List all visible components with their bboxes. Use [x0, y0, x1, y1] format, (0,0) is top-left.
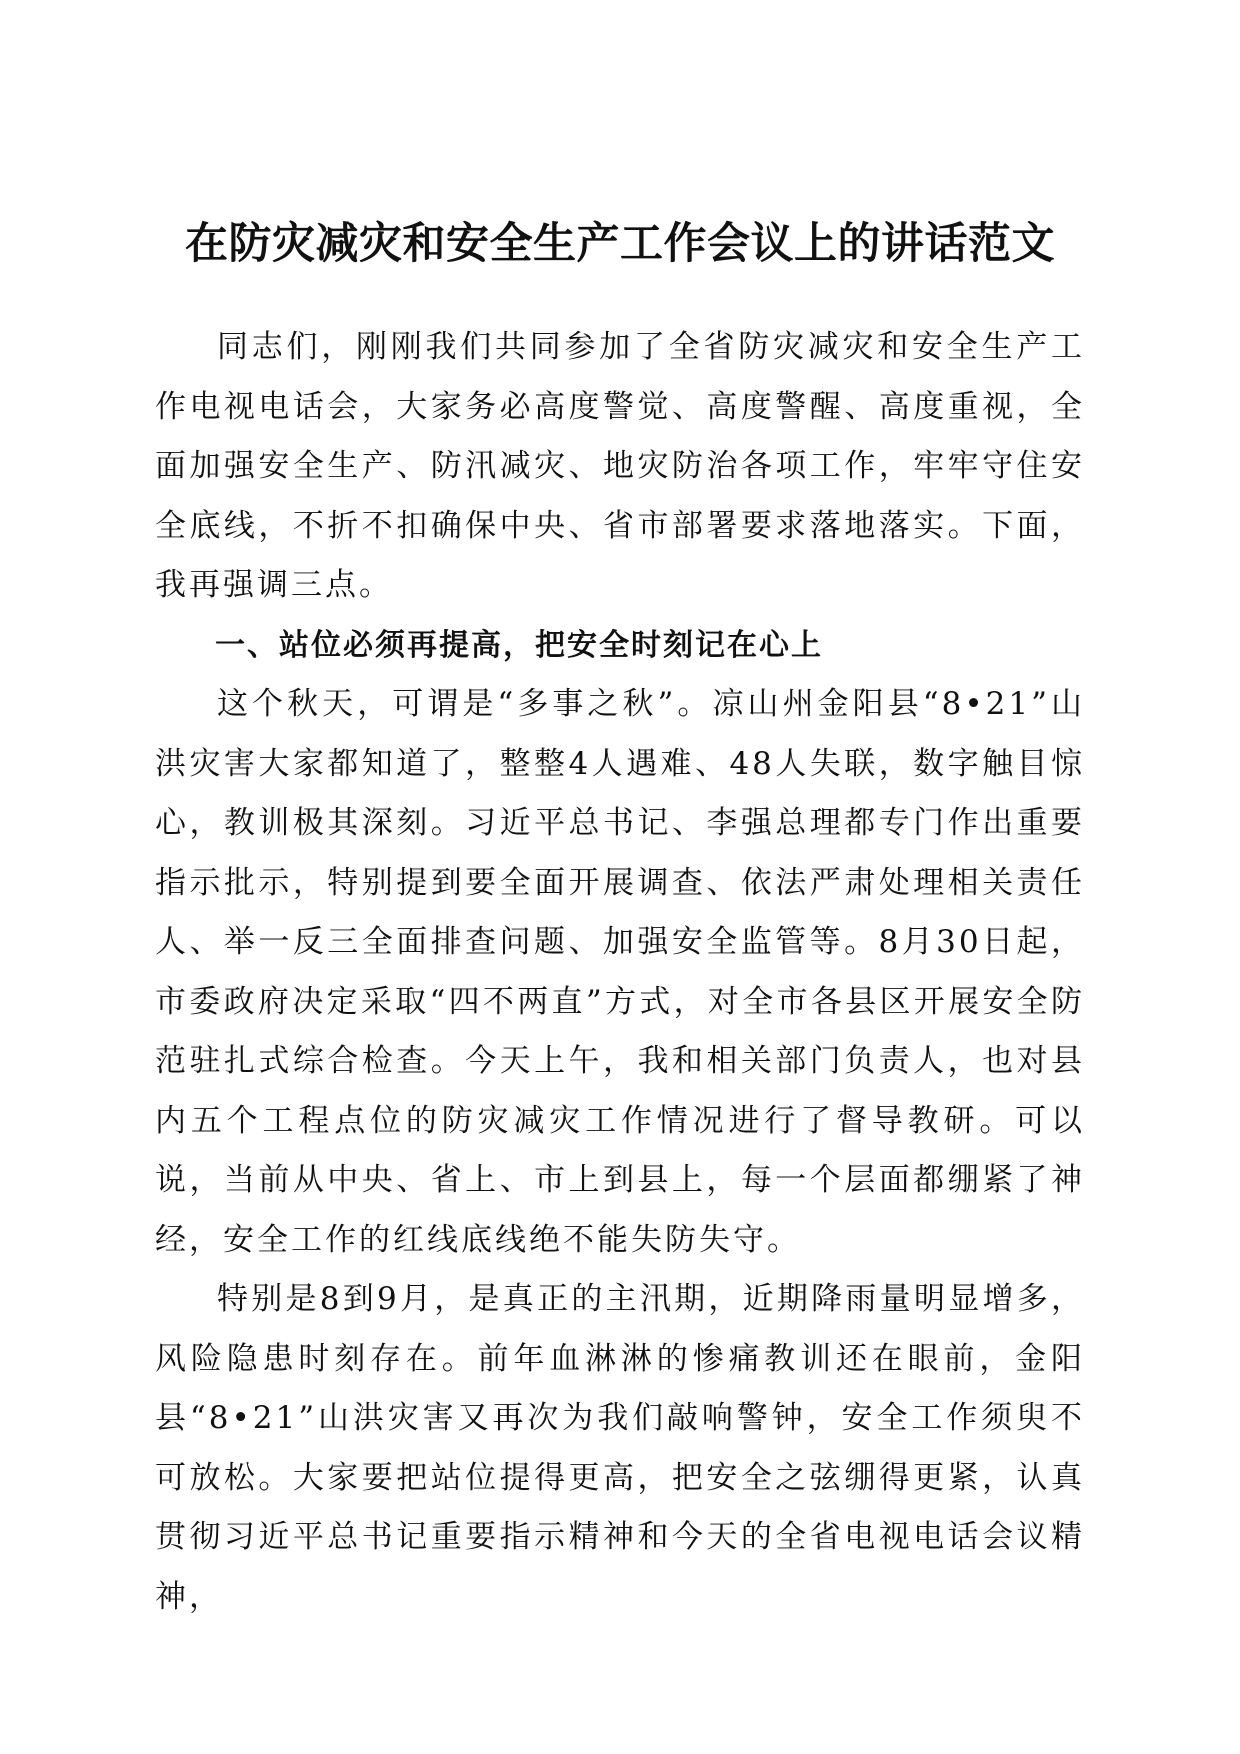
paragraph: 这个秋天，可谓是“多事之秋”。凉山州金阳县“8•21”山洪灾害大家都知道了，整整4人遇难、48人失联，数字触目惊心，教训极其深刻。习近平总书记、李强总理都专门作出重要指示批示，特别提到要全面开展调查、依法严肃处理相关责任人、举一反三全面排查问题、加强安全监管等。8月30日起，市委政府决定采取“四不两直”方式，对全市各县区开展安全防范驻扎式综合检查。今天上午，我和相关部门负责人，也对县内五个工程点位的防灾减灾工作情况进行了督导教研。可以说，当前从中央、省上、市上到县上，每一个层面都绷紧了神经，安全工作的红线底线绝不能失防失守。 [155, 686, 1085, 1258]
paragraph-opening: 同志们，刚刚我们共同参加了全省防灾减灾和安全生产工作电视电话会，大家务必高度警觉、高度警醒、高度重视，全面加强安全生产、防汛减灾、地灾防治各项工作，牢牢守住安全底线，不折不扣确保中央、省市部署要求落地落实。下面，我再强调三点。 [155, 329, 1085, 603]
section-heading: 一、站位必须再提高，把安全时刻记在心上 [215, 627, 823, 663]
paragraph: 特别是8到9月，是真正的主汛期，近期降雨量明显增多，风险隐患时刻存在。前年血淋淋的惨痛教训还在眼前，金阳县“8•21”山洪灾害又再次为我们敲响警钟，安全工作须臾不可放松。大家要把站位提得更高，把安全之弦绷得更紧，认真贯彻习近平总书记重要指示精神和今天的全省电视电话会议精神， [155, 1281, 1085, 1615]
document-body [155, 318, 1085, 1627]
document-title: 在防灾减灾和安全生产工作会议上的讲话范文 [185, 219, 1055, 269]
